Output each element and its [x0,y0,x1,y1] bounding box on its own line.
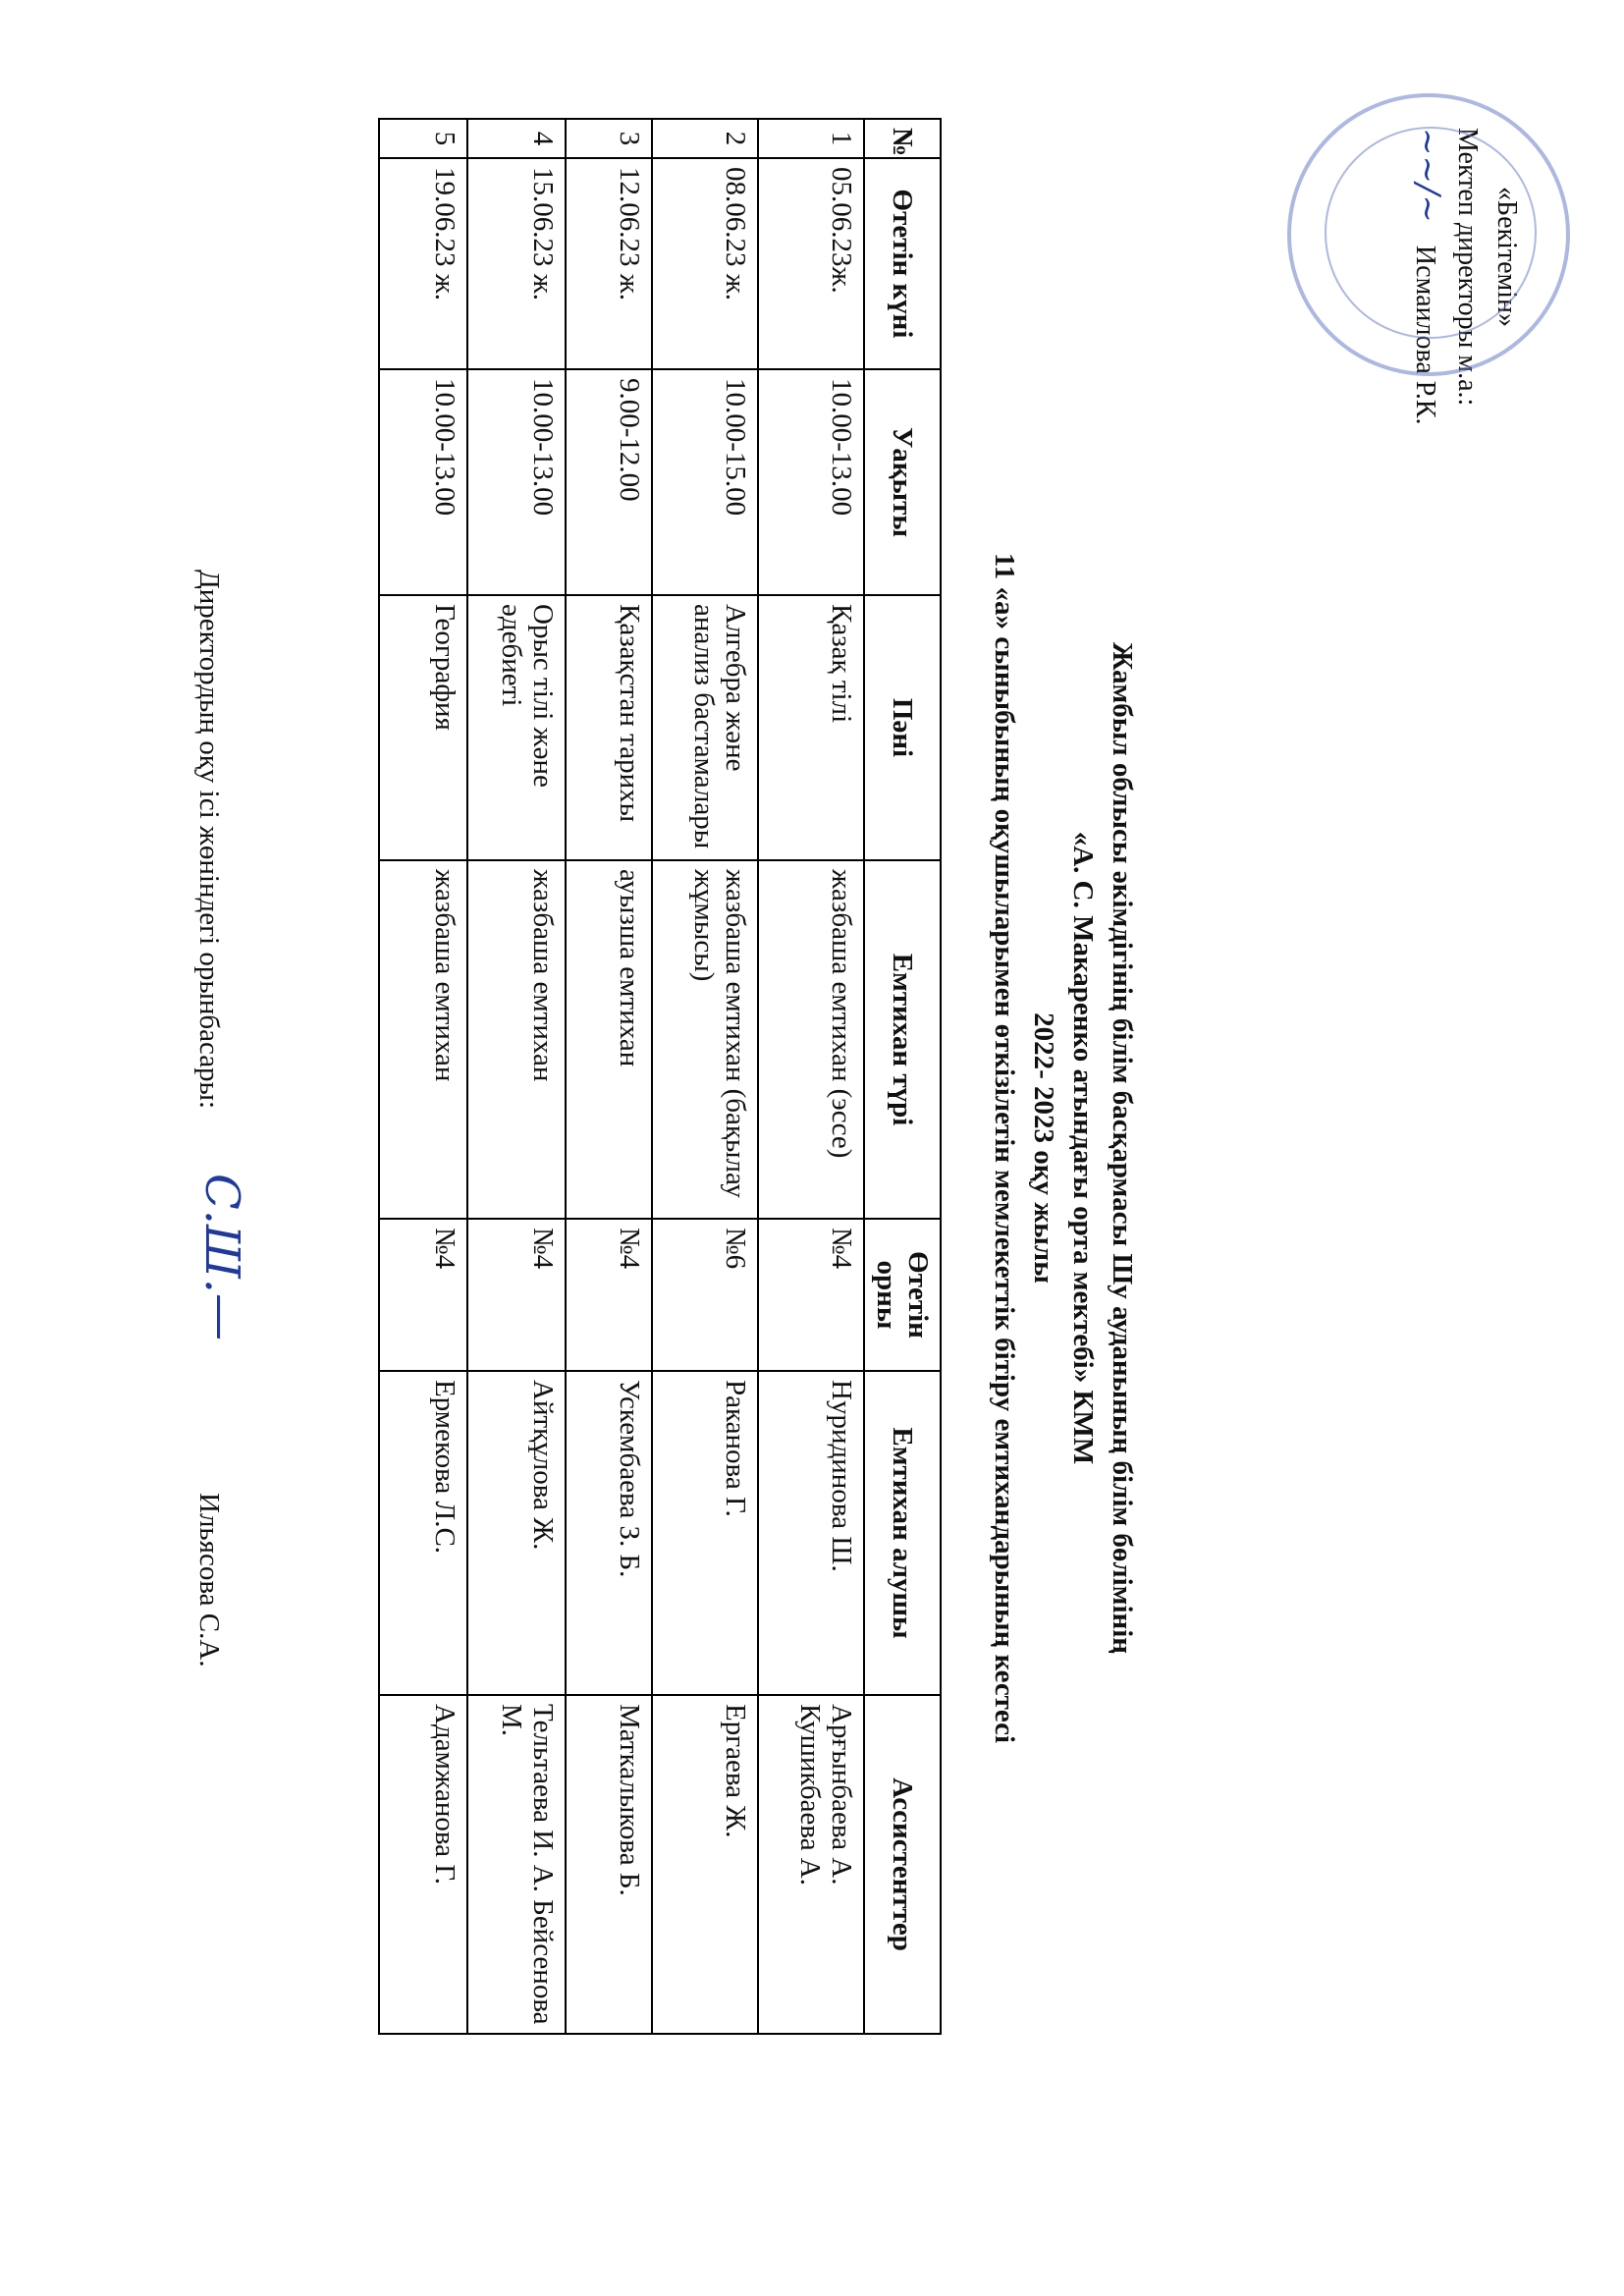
cell-subject: Қазақ тілі [758,595,864,860]
cell-time: 10.00-13.00 [467,369,566,595]
cell-time: 9.00-12.00 [566,369,652,595]
header-line-3: 2022- 2023 оқу жылы [1028,1012,1059,1284]
cell-type: жазбаша емтихан (бақылау жұмысы) [652,860,758,1219]
col-header-date: Өтетін күні [864,158,941,369]
approval-line-3: Исмаилова Р.К. [1410,245,1440,425]
cell-time: 10.00-13.00 [379,369,467,595]
cell-date: 12.06.23 ж. [566,158,652,369]
approval-line-2: Мектеп директоры м.а.: [1452,128,1483,407]
cell-type: жазбаша емтихан [467,860,566,1219]
cell-examiner: Раканова Г. [652,1371,758,1695]
header-line-1: Жамбыл облысы әкімдігінің білім басқармасы Шу ауданының білім бөлімінің [1107,642,1138,1654]
table-row [379,119,467,2034]
cell-subject: Орыс тілі және әдебиеті [467,595,566,860]
cell-assistants: Ергаева Ж. [652,1695,758,2034]
cell-number: 1 [758,119,864,158]
cell-number: 3 [566,119,652,158]
cell-place: №6 [652,1219,758,1371]
col-header-number: № [864,119,941,158]
cell-date: 08.06.23 ж. [652,158,758,369]
cell-place: №4 [566,1219,652,1371]
cell-type: жазбаша емтихан [379,860,467,1219]
cell-type: ауызша емтихан [566,860,652,1219]
cell-place: №4 [758,1219,864,1371]
cell-number: 5 [379,119,467,158]
header-line-4: 11 «а» сыныбының оқушыларымен өткізілетін мемлекеттік бітіру емтихандарының кестесі [989,552,1020,1744]
header-line-2: «А. С. Макаренко атындағы орта мектебі» КММ [1067,831,1099,1465]
cell-examiner: Ускембаева З. Б. [566,1371,652,1695]
table-row [467,119,566,2034]
col-header-time: Уақыты [864,369,941,595]
col-header-subject: Пәні [864,595,941,860]
deputy-signature: С.Ш.— [194,1174,249,1341]
cell-examiner: Нуридинова Ш. [758,1371,864,1695]
col-header-examiner: Емтихан алушы [864,1371,941,1695]
footer-deputy-name: Ильясова С.А. [193,1493,225,1667]
footer-deputy-label: Директордың оқу ісі жөніндегі орынбасары: [193,570,225,1110]
school-stamp [1287,93,1570,376]
cell-place: №4 [467,1219,566,1371]
cell-assistants: Арғынбаева А. Кушикбаева А. [758,1695,864,2034]
cell-assistants: Маткалыкова Б. [566,1695,652,2034]
exam-schedule-table [378,118,942,2035]
cell-time: 10.00-13.00 [758,369,864,595]
approval-line-1: «Бекітемін» [1491,187,1522,328]
cell-number: 4 [467,119,566,158]
cell-date: 19.06.23 ж. [379,158,467,369]
director-signature: ~~/~ [1408,128,1447,223]
table-row [652,119,758,2034]
table-header-row [864,119,941,2034]
col-header-place: Өтетін орны [864,1219,941,1371]
cell-date: 05.06.23ж. [758,158,864,369]
cell-assistants: Адамжанова Г. [379,1695,467,2034]
cell-time: 10.00-15.00 [652,369,758,595]
cell-type: жазбаша емтихан (эссе) [758,860,864,1219]
cell-date: 15.06.23 ж. [467,158,566,369]
cell-subject: География [379,595,467,860]
stamp-inner-ring [1325,127,1537,339]
cell-place: №4 [379,1219,467,1371]
col-header-type: Емтихан түрі [864,860,941,1219]
cell-examiner: Ермекова Л.С. [379,1371,467,1695]
col-header-assistants: Ассистенттер [864,1695,941,2034]
table-row [758,119,864,2034]
cell-assistants: Тельтаева И. А. Бейсенова М. [467,1695,566,2034]
cell-number: 2 [652,119,758,158]
cell-subject: Алгебра және анализ бастамалары [652,595,758,860]
cell-subject: Қазақстан тарихы [566,595,652,860]
table-row [566,119,652,2034]
cell-examiner: Айтқұлова Ж. [467,1371,566,1695]
